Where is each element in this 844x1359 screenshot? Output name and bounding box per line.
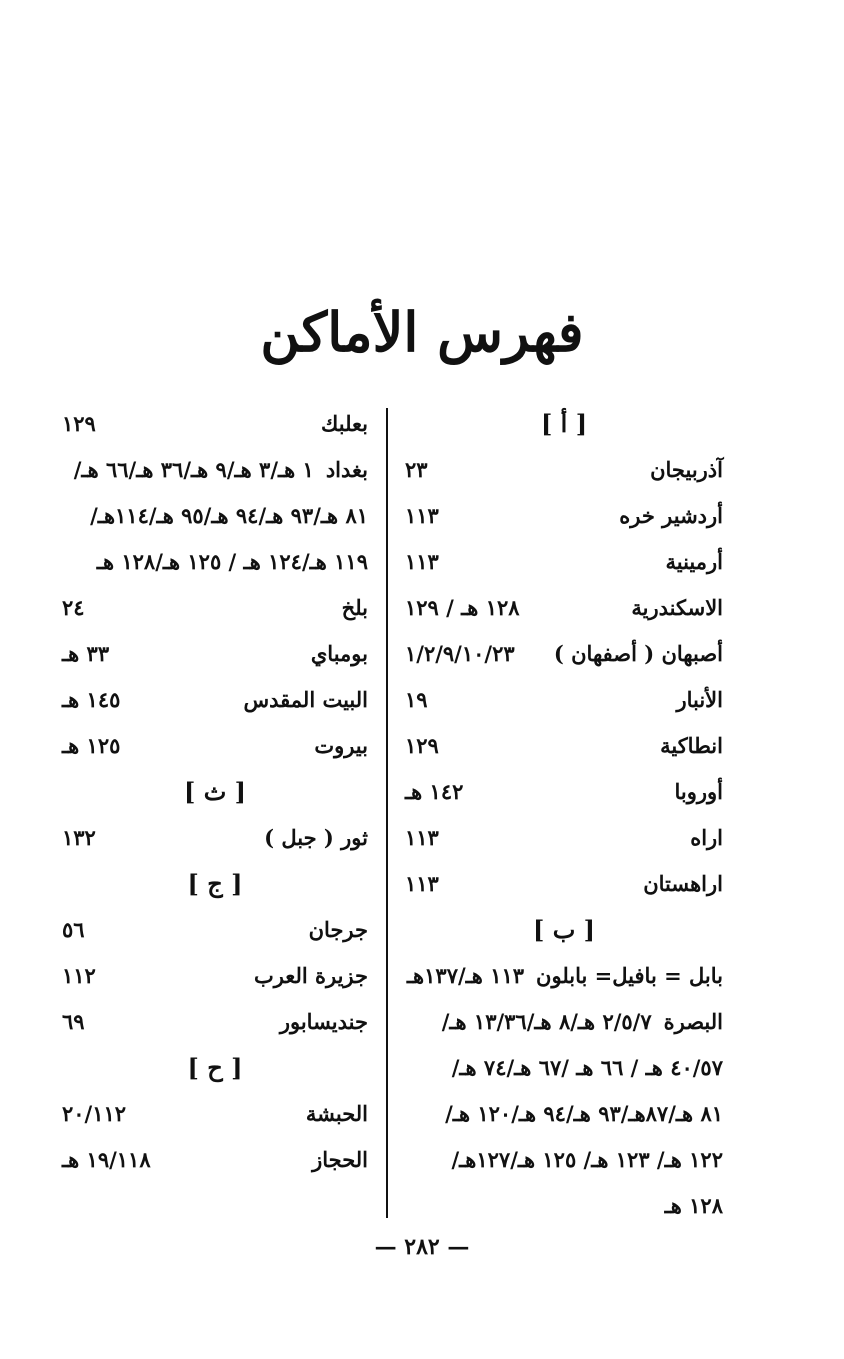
page-refs: ١ هـ/٣ هـ/٩ هـ/٣٦ هـ/٦٦ هـ/ — [73, 456, 314, 482]
page-refs: ١١٢ — [62, 962, 96, 988]
page-number: — ٢٨٢ — — [374, 1234, 470, 1260]
index-entry — [405, 630, 723, 676]
place-name: بغداد — [325, 456, 368, 482]
page-refs: ٢٤ — [62, 594, 85, 620]
place-name: اراهستان — [643, 870, 723, 896]
page-refs: ١٤٢ هـ — [405, 778, 464, 804]
index-entry — [62, 952, 368, 998]
letter-heading-jim: [ ج ] — [187, 868, 243, 898]
page-refs: ٢٣ — [405, 456, 428, 482]
index-entry — [62, 1090, 368, 1136]
place-name: البصرة — [663, 1008, 723, 1034]
place-name: آذربيجان — [650, 456, 723, 482]
page-refs: ١١٣ هـ/١٣٧هـ — [406, 962, 525, 988]
page-refs: ٢/٥/٧ هـ/٨ هـ/١٣/٣٦ هـ/ — [441, 1008, 652, 1034]
letter-heading-ba: [ ب ] — [533, 914, 596, 944]
page-refs: ١٢٨ هـ / ١٢٩ — [405, 594, 520, 620]
place-name: البيت المقدس — [243, 686, 368, 712]
place-name: بعلبك — [321, 410, 368, 436]
place-name: انطاكية — [660, 732, 723, 758]
place-name: الحجاز — [312, 1146, 368, 1172]
index-entry — [62, 584, 368, 630]
page-refs: ١٣٢ — [62, 824, 96, 850]
page-refs: ١٩ — [405, 686, 428, 712]
page-refs: ١/٢/٩/١٠/٢٣ — [405, 640, 515, 666]
index-entry-continuation — [405, 1090, 723, 1136]
index-entry — [405, 538, 723, 584]
page-refs: ١٢٩ — [62, 410, 96, 436]
index-entry — [62, 722, 368, 768]
page-refs: ١٤٥ هـ — [62, 686, 121, 712]
index-column-right — [405, 400, 723, 1228]
place-name: جرجان — [308, 916, 368, 942]
index-entry — [62, 998, 368, 1044]
index-entry — [405, 446, 723, 492]
page-refs: ٥٦ — [62, 916, 85, 942]
index-entry — [62, 676, 368, 722]
place-name: بيروت — [314, 732, 368, 758]
index-entry — [62, 400, 368, 446]
place-name: أرمينية — [665, 548, 723, 574]
index-entry — [405, 676, 723, 722]
page-title: فهرس الأماكن — [260, 300, 584, 364]
page-refs: ١١٣ — [405, 824, 439, 850]
page-refs: ١٩/١١٨ هـ — [62, 1146, 151, 1172]
place-name: جنديسابور — [279, 1008, 368, 1034]
index-entry — [405, 952, 723, 998]
letter-heading-tha: [ ث ] — [184, 776, 247, 806]
page-refs: ١١٣ — [405, 502, 439, 528]
page-refs: ١٢٩ — [405, 732, 439, 758]
index-entry — [405, 998, 723, 1044]
place-name: بابل = بافيل= بابلون — [536, 962, 723, 988]
index-entry — [405, 722, 723, 768]
index-entry — [405, 814, 723, 860]
page-refs: ٢٠/١١٢ — [62, 1100, 127, 1126]
index-entry — [62, 814, 368, 860]
page-refs: ٨١ هـ/٨٧هـ/٩٣ هـ/٩٤ هـ/١٢٠ هـ/ — [445, 1100, 723, 1126]
page-refs: ١٢٨ هـ — [664, 1192, 723, 1218]
index-entry-continuation — [405, 1136, 723, 1182]
page-refs: ١١٣ — [405, 870, 439, 896]
index-entry — [405, 860, 723, 906]
index-entry — [405, 584, 723, 630]
index-entry — [62, 630, 368, 676]
place-name: بومباي — [310, 640, 368, 666]
page-refs: ١١٣ — [405, 548, 439, 574]
page-refs: ٨١ هـ/٩٣ هـ/٩٤ هـ/٩٥ هـ/١١٤هـ/ — [90, 502, 368, 528]
index-entry — [62, 1136, 368, 1182]
page-refs: ١٢٢ هـ/ ١٢٣ هـ/ ١٢٥ هـ/١٢٧هـ/ — [451, 1146, 723, 1172]
place-name: أصبهان ( أصفهان ) — [553, 640, 723, 666]
place-name: ثور ( جبل ) — [264, 824, 368, 850]
index-entry-continuation — [405, 1044, 723, 1090]
place-name: الحبشة — [305, 1100, 368, 1126]
place-name: بلخ — [341, 594, 368, 620]
index-entry-continuation — [62, 492, 368, 538]
page-refs: ١٢٥ هـ — [62, 732, 121, 758]
index-entry-continuation — [405, 1182, 723, 1228]
place-name: الأنبار — [676, 686, 723, 712]
index-entry-continuation — [62, 538, 368, 584]
place-name: أردشير خره — [619, 502, 723, 528]
index-entry — [62, 906, 368, 952]
page-refs: ٣٣ هـ — [62, 640, 110, 666]
column-divider — [386, 408, 388, 1218]
place-name: أوروبا — [674, 778, 723, 804]
index-entry — [62, 446, 368, 492]
letter-heading-ha: [ ح ] — [187, 1052, 243, 1082]
index-entry — [405, 492, 723, 538]
index-column-left — [62, 400, 368, 1182]
index-entry — [405, 768, 723, 814]
place-name: جزيرة العرب — [253, 962, 368, 988]
page-refs: ١١٩ هـ/١٢٤ هـ / ١٢٥ هـ/١٢٨ هـ — [96, 548, 368, 574]
place-name: اراه — [690, 824, 723, 850]
place-name: الاسكندرية — [631, 594, 723, 620]
letter-heading-alef: [ أ ] — [540, 408, 588, 438]
page-refs: ٤٠/٥٧ هـ / ٦٦ هـ /٦٧ هـ/٧٤ هـ/ — [451, 1054, 723, 1080]
page-refs: ٦٩ — [62, 1008, 85, 1034]
